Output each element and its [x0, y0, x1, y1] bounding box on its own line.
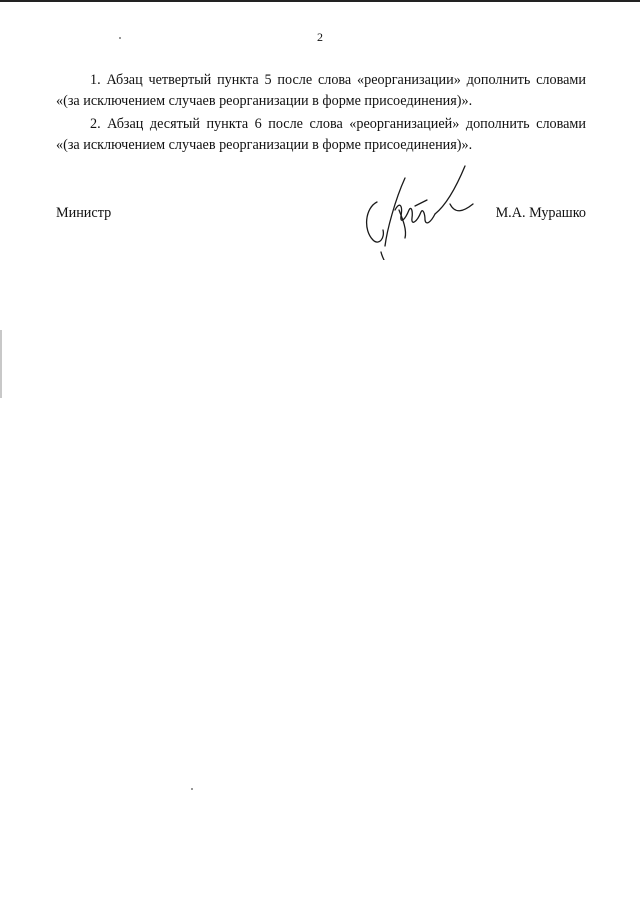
page-number: 2	[317, 30, 323, 44]
top-border-line	[0, 0, 640, 2]
signer-position: Министр	[56, 205, 112, 221]
paragraph-1: 1. Абзац четвертый пункта 5 после слова «реорганизации» дополнить словами «(за исключением случаев реорганизации в форме присоединения)».	[56, 72, 586, 109]
signer-name: М.А. Мурашко	[495, 205, 586, 221]
scan-speck	[191, 788, 193, 790]
scan-speck	[119, 37, 121, 39]
signature-block	[56, 205, 586, 229]
scan-edge-mark	[0, 330, 2, 398]
paragraph-2: 2. Абзац десятый пункта 6 после слова «реорганизацией» дополнить словами «(за исключением случаев реорганизации в форме присоединения)».	[56, 116, 586, 153]
document-body	[56, 70, 586, 158]
